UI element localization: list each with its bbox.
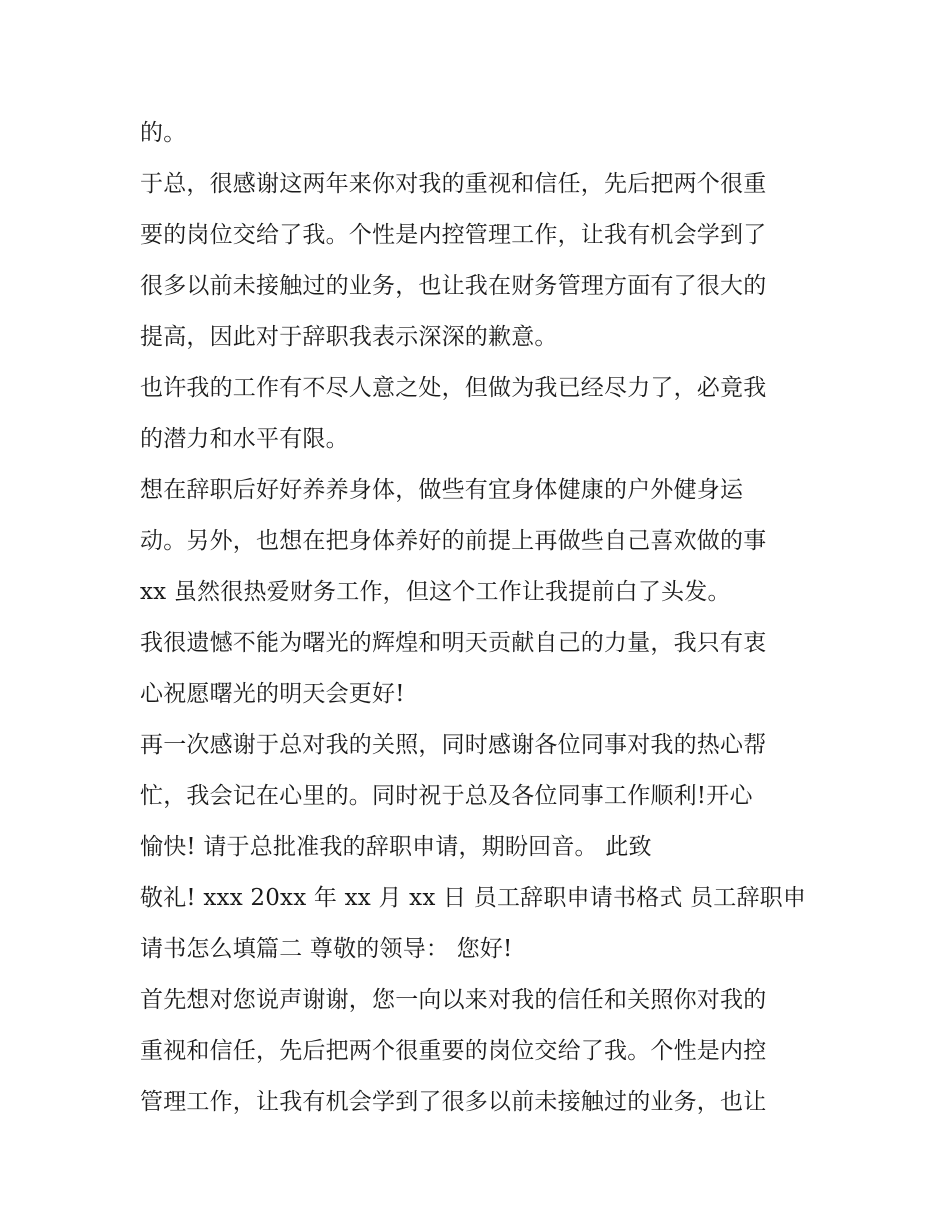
text-line: 再一次感谢于总对我的关照，同时感谢各位同事对我的热心帮 [140,732,767,758]
text-line: 动。另外，也想在把身体养好的前提上再做些自己喜欢做的事 [140,528,767,554]
text-line: 忙，我会记在心里的。同时祝于总及各位同事工作顺利!开心 [140,783,753,809]
text-line: 请书怎么填篇二 尊敬的领导： 您好! [140,936,513,962]
text-line: 的潜力和水平有限。 [140,426,349,452]
text-line: 敬礼! xxx 20xx 年 xx 月 xx 日 员工辞职申请书格式 员工辞职申 [140,885,807,911]
text-line: 心祝愿曙光的明天会更好! [140,681,405,707]
text-line: 重视和信任，先后把两个很重要的岗位交给了我。个性是内控 [140,1038,767,1064]
text-line: 于总，很感谢这两年来你对我的重视和信任，先后把两个很重 [140,171,767,197]
text-line: 提高，因此对于辞职我表示深深的歉意。 [140,324,558,350]
text-line: 我很遗憾不能为曙光的辉煌和明天贡献自己的力量，我只有衷 [140,630,767,656]
text-line: 管理工作，让我有机会学到了很多以前未接触过的业务，也让 [140,1089,767,1115]
text-line: 要的岗位交给了我。个性是内控管理工作，让我有机会学到了 [140,222,767,248]
text-line: xx 虽然很热爱财务工作，但这个工作让我提前白了头发。 [140,579,731,605]
text-line: 愉快! 请于总批准我的辞职申请，期盼回音。 此致 [140,834,652,860]
text-line: 首先想对您说声谢谢，您一向以来对我的信任和关照你对我的 [140,987,767,1013]
document-body [140,108,820,1128]
text-line: 也许我的工作有不尽人意之处，但做为我已经尽力了，必竟我 [140,375,767,401]
text-line: 的。 [140,120,187,146]
text-line: 想在辞职后好好养养身体，做些有宜身体健康的户外健身运 [140,477,744,503]
text-line: 很多以前未接触过的业务，也让我在财务管理方面有了很大的 [140,273,767,299]
